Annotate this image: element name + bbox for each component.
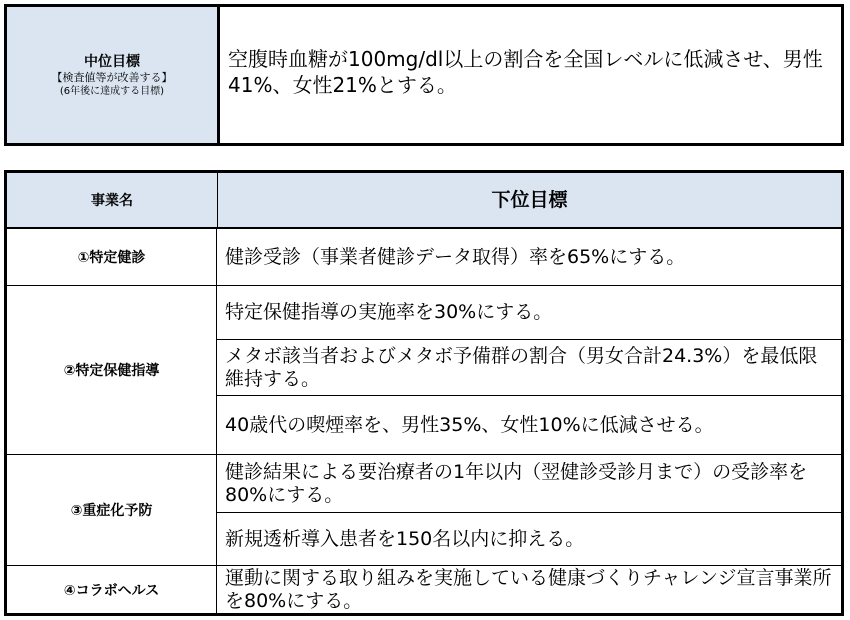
header-sub-goal: 下位目標 — [491, 188, 568, 211]
program-goals-table — [4, 170, 844, 616]
mid-level-goal-text: 空腹時血糖が100mg/dl以上の割合を全国レベルに低減させ、男性41%、女性21%とする。 — [228, 47, 823, 97]
goal-cell: 新規透析導入患者を150名以内に抑える。 — [225, 527, 585, 550]
group-goals — [217, 566, 841, 613]
group-goals — [217, 455, 841, 565]
mid-level-goal-label-cell — [7, 7, 220, 143]
group-name: ①特定健診 — [7, 229, 217, 285]
group-goals — [217, 229, 841, 285]
mid-level-goal-box — [4, 4, 844, 146]
goal-cell: 運動に関する取り組みを実施している健康づくりチャレンジ宣言事業所を80%にする。 — [225, 566, 832, 612]
mid-level-goal-note: (6年後に達成する目標) — [59, 85, 165, 97]
group-goals — [217, 286, 841, 454]
group-name: ②特定保健指導 — [7, 286, 217, 454]
group-collabo-health — [7, 566, 841, 613]
table-header-row — [7, 173, 841, 229]
group-specific-health-guidance — [7, 286, 841, 455]
goal-cell: 健診受診（事業者健診データ取得）率を65%にする。 — [225, 245, 686, 268]
goal-cell: 健診結果による要治療者の1年以内（翌健診受診月まで）の受診率を80%にする。 — [217, 455, 841, 513]
goal-cell: 40歳代の喫煙率を、男性35%、女性10%に低減させる。 — [225, 413, 714, 436]
mid-level-goal-subtitle: 【検査値等が改善する】 — [51, 70, 173, 84]
goal-cell: メタボ該当者およびメタボ予備群の割合（男女合計24.3%）を最低限維持する。 — [217, 340, 841, 396]
group-name: ④コラボヘルス — [7, 566, 217, 613]
group-severity-prevention — [7, 455, 841, 566]
group-specific-health-checkup — [7, 229, 841, 286]
mid-level-goal-title: 中位目標 — [84, 53, 140, 70]
group-name: ③重症化予防 — [7, 455, 217, 565]
header-program-name: 事業名 — [7, 173, 218, 227]
goal-cell: 特定保健指導の実施率を30%にする。 — [217, 286, 841, 340]
